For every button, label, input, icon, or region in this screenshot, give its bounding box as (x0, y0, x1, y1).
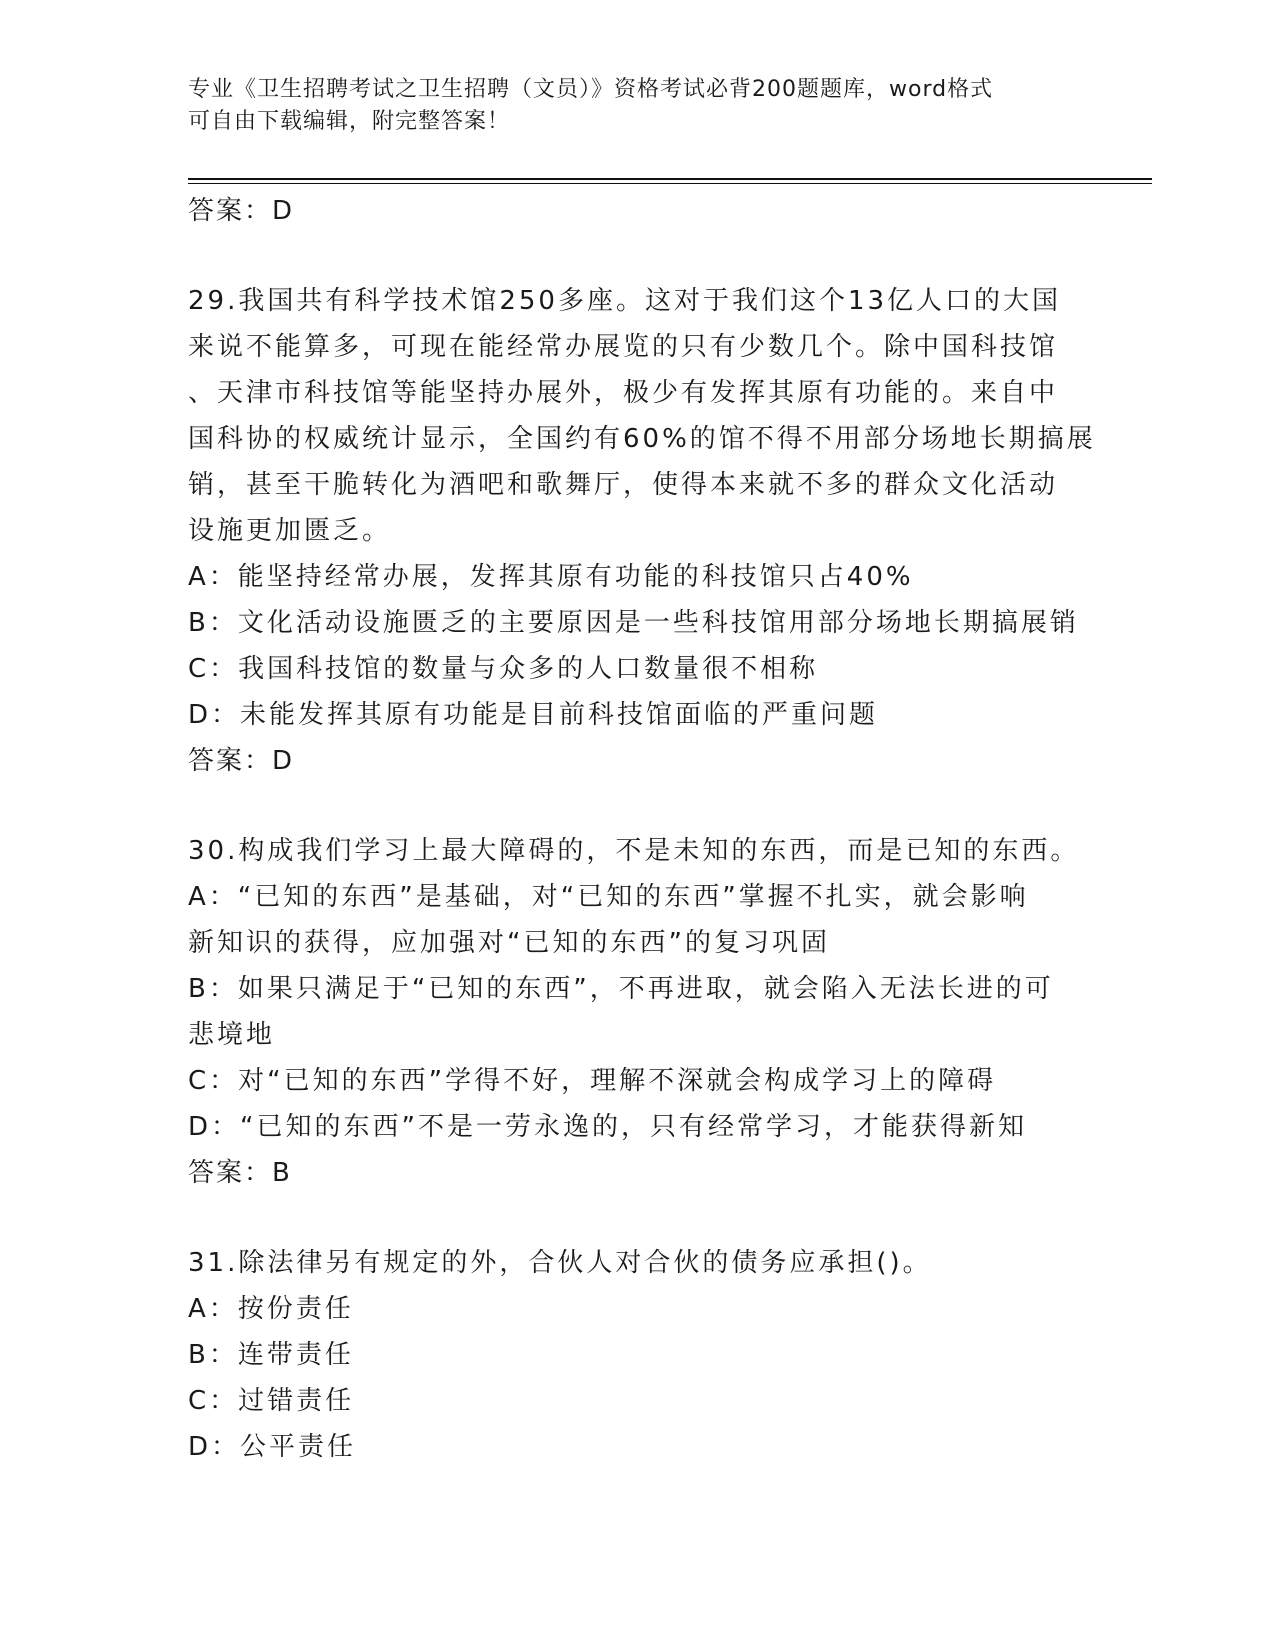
option-a: A：按份责任 (188, 1294, 354, 1324)
document-body (188, 188, 1096, 1470)
option-d: D：公平责任 (188, 1432, 357, 1462)
question-text-line: 31.除法律另有规定的外，合伙人对合伙的债务应承担()。 (188, 1248, 932, 1278)
option-b: B：连带责任 (188, 1340, 354, 1370)
option-a: A：能坚持经常办展，发挥其原有功能的科技馆只占40% (188, 562, 914, 592)
question-29 (188, 278, 1096, 784)
spacer (188, 234, 1088, 278)
header-line-2: 可自由下载编辑，附完整答案！ (188, 109, 511, 134)
question-text-line: 销，甚至干脆转化为酒吧和歌舞厅，使得本来就不多的群众文化活动 (188, 470, 1059, 500)
header-line-1: 专业《卫生招聘考试之卫生招聘（文员）》资格考试必背200题题库，word格式 (188, 77, 994, 102)
question-30 (188, 828, 1088, 1196)
header-rule-thin (188, 183, 1152, 184)
question-text-line: 29.我国共有科学技术馆250多座。这对于我们这个13亿人口的大国 (188, 286, 1062, 316)
option-d: D：未能发挥其原有功能是目前科技馆面临的严重问题 (188, 700, 879, 730)
option-b: B：文化活动设施匮乏的主要原因是一些科技馆用部分场地长期搞展销 (188, 608, 1079, 638)
option-c: C：对“已知的东西”学得不好，理解不深就会构成学习上的障碍 (188, 1066, 997, 1096)
answer: 答案：D (188, 746, 295, 776)
answer: 答案：B (188, 1158, 292, 1188)
question-text-line: 设施更加匮乏。 (188, 516, 392, 546)
question-text-line: 30.构成我们学习上最大障碍的，不是未知的东西，而是已知的东西。 (188, 836, 1080, 866)
option-a-continued: 新知识的获得，应加强对“已知的东西”的复习巩固 (188, 928, 830, 958)
question-text-line: 国科协的权威统计显示，全国约有60%的馆不得不用部分场地长期搞展 (188, 424, 1096, 454)
header-rule-thick (188, 178, 1152, 180)
prev-answer: 答案：D (188, 196, 295, 226)
option-d: D：“已知的东西”不是一劳永逸的，只有经常学习，才能获得新知 (188, 1112, 1027, 1142)
spacer (188, 1196, 1088, 1240)
option-c: C：过错责任 (188, 1386, 355, 1416)
option-b: B：如果只满足于“已知的东西”，不再进取，就会陷入无法长进的可 (188, 974, 1054, 1004)
question-31 (188, 1240, 1088, 1470)
document-header (188, 74, 1068, 138)
option-b-continued: 悲境地 (188, 1020, 276, 1050)
spacer (188, 784, 1088, 828)
option-c: C：我国科技馆的数量与众多的人口数量很不相称 (188, 654, 819, 684)
question-text-line: 、天津市科技馆等能坚持办展外，极少有发挥其原有功能的。来自中 (188, 378, 1059, 408)
option-a: A：“已知的东西”是基础，对“已知的东西”掌握不扎实，就会影响 (188, 882, 1029, 912)
question-text-line: 来说不能算多，可现在能经常办展览的只有少数几个。除中国科技馆 (188, 332, 1059, 362)
